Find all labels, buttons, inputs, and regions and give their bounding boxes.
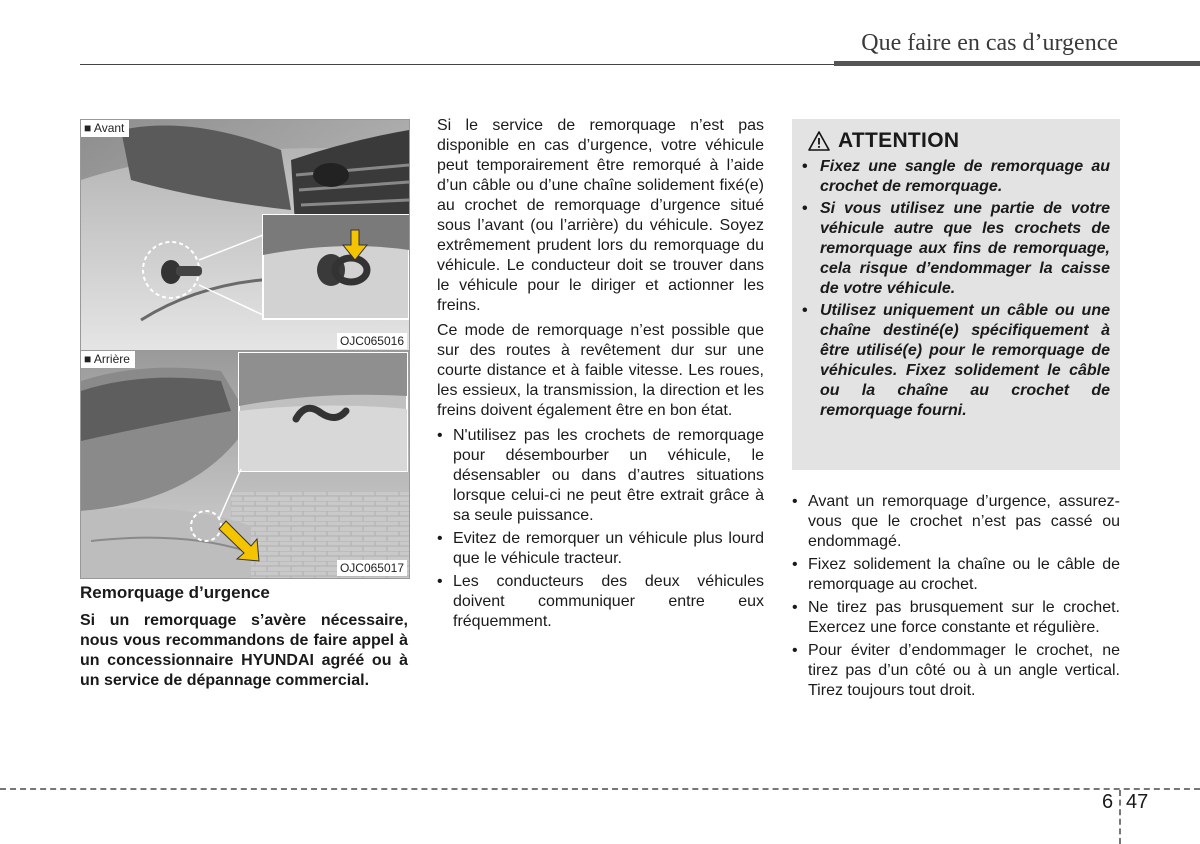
bullet-icon: • [792,642,798,659]
caution-header [808,129,1110,153]
list-item: • Evitez de remorquer un véhicule plus lourd que le véhicule tracteur. [437,530,764,567]
figure-front-tow-hook [80,119,410,352]
list-item: • Utilisez uniquement un câble ou une chaîne destiné(e) spécifiquement à être utilisé(e) pour le remorquage de véhicules. Fixez solidement le câble ou la chaîne au crochet de remorquage fourni. [802,302,1110,419]
bullet-icon: • [437,530,443,547]
towing-instructions-column [437,116,764,635]
paragraph: Si le service de remorquage n’est pas disponible en cas d’urgence, votre véhicule peut temporairement être remorqué à l’aide d’un câble ou d’une chaîne solidement fixé(e) au crochet de remorquage d’urgence situé sous l’avant (ou l’arrière) du véhicule. Soyez extrêmement prudent lors du remorquage du véhicule. Le conducteur doit se trouver dans le véhicule pour le diriger et actionner les freins. [437,117,764,314]
list-item: • N'utilisez pas les crochets de remorquage pour désembourber un véhicule, le désensabler ou dans d’autres situations lorsque celui-ci ne peut être extrait grâce à sa seule puissance. [437,427,764,524]
figure-front-code: OJC065016 [337,333,407,349]
bullet-icon: • [792,493,798,510]
figure-front-label: ■ Avant [81,120,129,137]
list-item: • Fixez solidement la chaîne ou le câble de remorquage au crochet. [792,556,1120,593]
figure-rear-tow-hook [80,350,410,579]
bullet-icon: • [792,556,798,573]
section-lead: Si un remorquage s’avère nécessaire, nous vous recommandons de faire appel à un concessionnaire HYUNDAI agréé ou à un service de dépannage commercial. [80,612,408,689]
bullet-icon: • [437,427,443,444]
section-title: Remorquage d’urgence [80,583,270,602]
bullet-list [792,492,1120,701]
figure-rear-label: ■ Arrière [81,351,135,368]
bullet-icon: • [437,573,443,590]
caution-list [802,157,1110,421]
caution-title: ATTENTION [838,129,960,152]
list-item: • Si vous utilisez une partie de votre véhicule autre que les crochets de remorquage aux fins de remorquage, cela risque d’endommager la caisse de votre véhicule. [802,200,1110,297]
hook-usage-column [792,492,1120,704]
rear-bumper-illustration [81,351,409,578]
bullet-list [437,426,764,632]
footer-rule [0,788,1200,790]
figure-rear-code: OJC065017 [337,560,407,576]
running-header: Que faire en cas d’urgence [861,30,1118,56]
header-rule-accent [834,61,1200,66]
list-item: • Avant un remorquage d’urgence, assurez-vous que le crochet n’est pas cassé ou endommagé. [792,493,1120,550]
chapter-number: 6 [1102,791,1114,813]
page-number-separator [1119,790,1121,844]
bullet-icon: • [802,158,808,175]
bullet-icon: • [792,599,798,616]
list-item: • Pour éviter d’endommager le crochet, ne tirez pas d’un côté ou à un angle vertical. Tirez toujours tout droit. [792,642,1120,699]
emergency-towing-section [80,583,408,691]
paragraph: Ce mode de remorquage n’est possible que sur des routes à revêtement dur sur une courte distance et à faible vitesse. Les roues, les essieux, la transmission, la direction et les freins doivent également être en bon état. [437,322,764,419]
warning-triangle-icon [808,131,830,151]
front-bumper-illustration [81,120,409,351]
list-item: • Fixez une sangle de remorquage au crochet de remorquage. [802,158,1110,195]
list-item: • Les conducteurs des deux véhicules doivent communiquer entre eux fréquemment. [437,573,764,630]
page-number: 47 [1126,791,1149,813]
caution-box [792,119,1120,470]
list-item: • Ne tirez pas brusquement sur le crochet. Exercez une force constante et régulière. [792,599,1120,636]
bullet-icon: • [802,200,808,217]
bullet-icon: • [802,302,808,319]
